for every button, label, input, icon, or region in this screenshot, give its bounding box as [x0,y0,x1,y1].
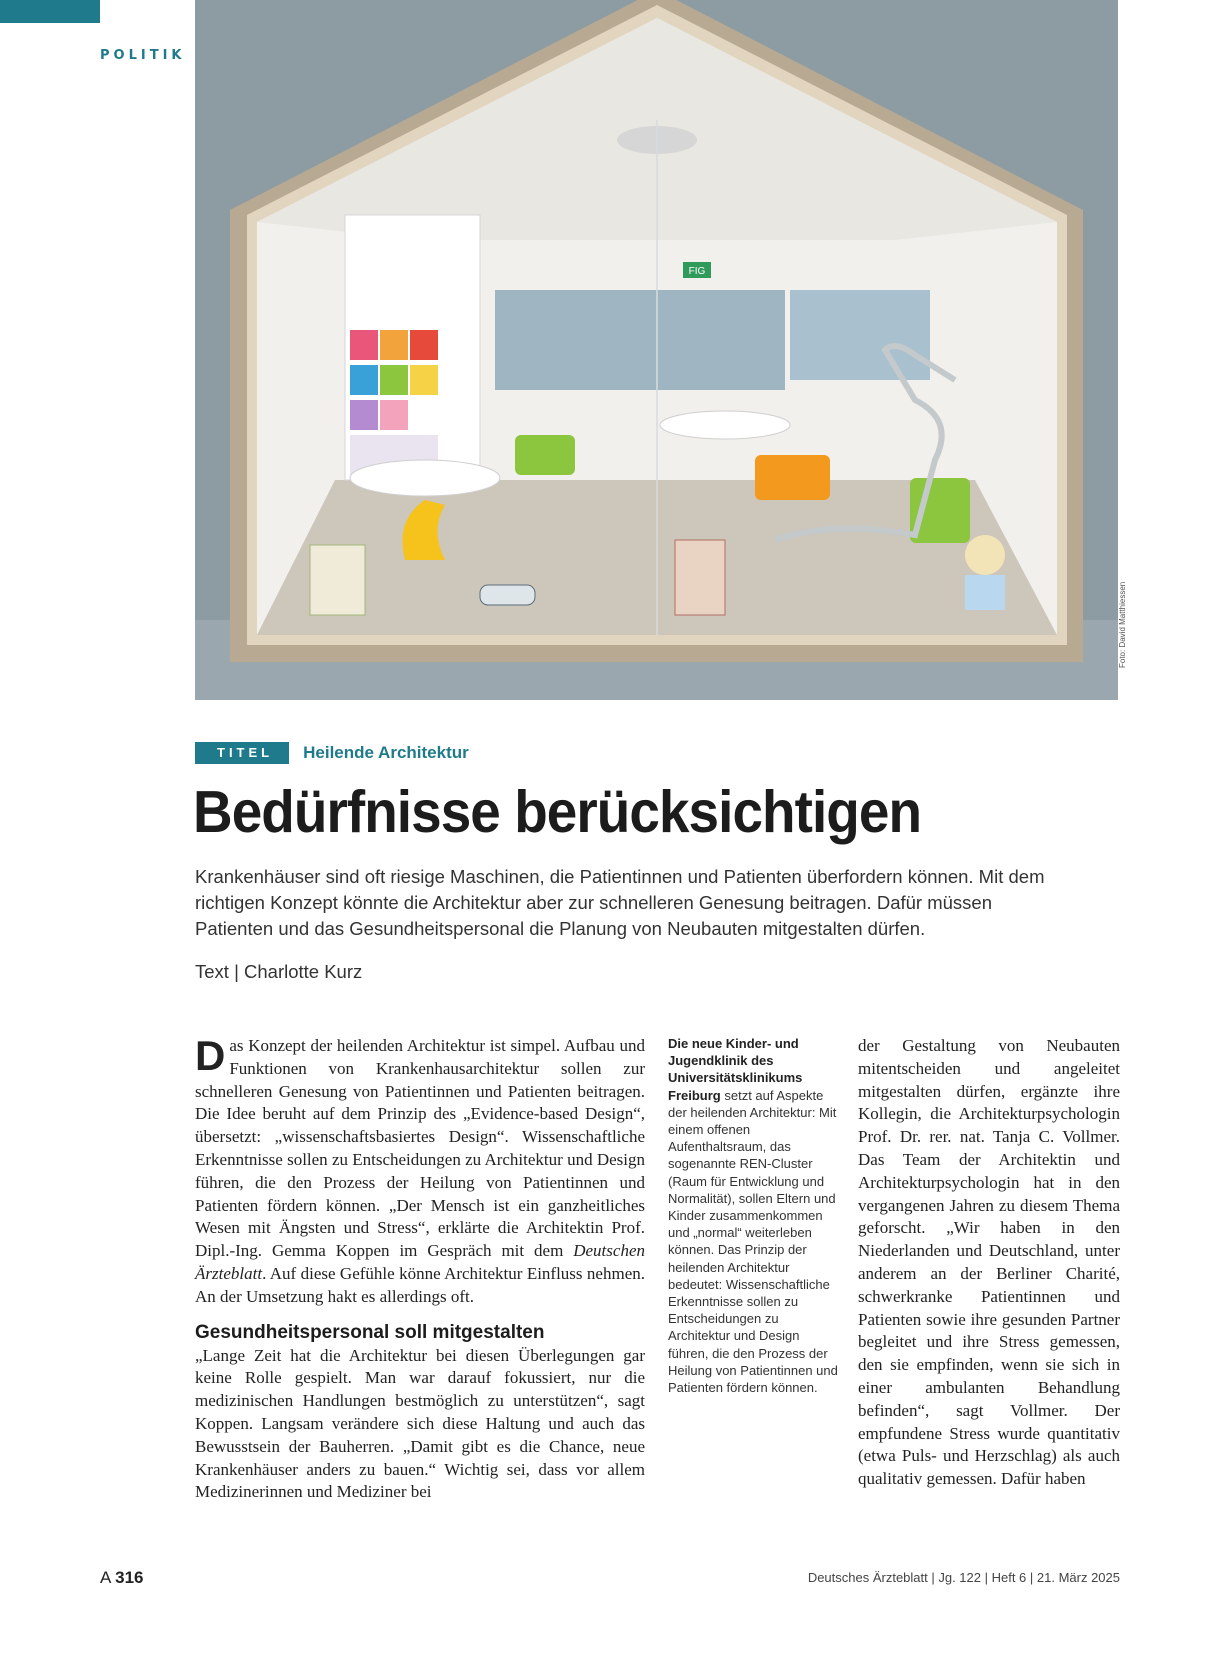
body-paragraph-1-end: . Auf diese Gefühle könne Architektur Einfluss nehmen. An der Umsetzung hakt es allerdings oft. [195,1263,645,1306]
body-paragraph-1-text: as Konzept der heilenden Architektur ist simpel. Aufbau und Funktionen von Krankenhausarchitektur sollen zur schnelleren Genesung von Patientinnen und Patienten beitragen. Die Idee beruht auf dem Prinzip des „Evidence-based Design“, übersetzt: „wissenschaftsbasiertes Design“. Wissenschaftliche Erkenntnisse sollen zu Entscheidungen zu Architektur und Design führen, die den Prozess der Heilung von Patientinnen und Patienten fördern können. „Der Mensch ist ein ganzheitliches Wesen mit Ängsten und Stress“, erklärte die Architektin Prof. Dipl.-Ing. Gemma Koppen im Gespräch mit dem [195,1036,645,1261]
body-column-1 [195,1032,645,1504]
body-paragraph-3: der Gestaltung von Neubauten mitentscheiden und angeleitet mitgestalten dürfen, ergänzte ihre Kollegin, die Architekturpsychologin Prof. Dr. rer. nat. Tanja C. Vollmer. Das Team der Architektin und Architekturpsychologin hat in den vergangenen Jahren zu diesem Thema geforscht. „Wir haben in den Niederlanden und Deutschland, unter anderem an der Berliner Charité, schwerkranke Patientinnen und Patienten sowie ihre gesunden Partner begleitet und ihre Stress gemessen, den sie empfinden, wenn sie sich in einer ambulanten Behandlung befinden“, sagt Vollmer. Der empfundene Stress wurde quantitativ (etwa Puls- und Herzschlag) als auch qualitativ gemessen. Dafür haben [858,1036,1120,1489]
article-photo [195,0,1118,700]
photo-caption [668,1035,838,1396]
caption-bold: Die neue Kinder- und Jugendklinik des Universitätsklinikums Freiburg [668,1036,803,1103]
exit-sign-text: FIG [688,266,706,277]
subheading: Gesundheitspersonal soll mitgestalten [195,1321,545,1343]
lead-paragraph: Krankenhäuser sind oft riesige Maschinen, die Patientinnen und Patienten überfordern können. Mit dem richtigen Konzept könnte die Architektur aber zur schnelleren Genesung beitragen. Dafür müssen Patienten und das Gesundheitspersonal die Planung von Neubauten mitgestalten dürfen. [195,866,1045,939]
journal-info: Deutsches Ärzteblatt | Jg. 122 | Heft 6 | 21. März 2025 [807,1570,1120,1585]
byline: Text | Charlotte Kurz [195,961,363,982]
caption-text: setzt auf Aspekte der heilenden Architektur: Mit einem offenen Aufenthaltsraum, das sogenannte REN-Cluster (Raum für Entwicklung und Normalität), sollen Eltern und Kinder zusammenkommen und „normal“ weiterleben können. Das Prinzip der heilenden Architektur bedeutet: Wissenschaftliche Erkenntnisse sollen zu Entscheidungen zu Architektur und Design führen, die den Prozess der Heilung von Patientinnen und Patienten fördern können. [668,1087,838,1396]
headline: Bedürfnisse berücksichtigen [193,779,922,845]
drop-cap: D [195,1032,226,1079]
kicker-label: TITEL [195,742,289,764]
page-number [100,1568,144,1588]
body-paragraph-2: „Lange Zeit hat die Architektur bei diesen Überlegungen gar keine Rolle gespielt. Man war darauf fokussiert, nur die medizinischen Handlungen bestmöglich zu unterstützen“, sagt Koppen. Langsam verändere sich diese Haltung und auch das Bewusstsein der Bauherren. „Damit gibt es die Chance, neue Krankenhäuser anders zu bauen.“ Wichtig sei, dass vor allem Medizinerinnen und Mediziner bei [195,1345,645,1502]
body-paragraph-1 [195,1032,645,1309]
publication-name: Deutschen Ärzteblatt [195,1241,645,1283]
section-label: POLITIK [100,48,186,63]
corner-accent-bar [0,0,100,23]
kicker [195,742,469,764]
photo-credit: Foto: David Matthiessen [1118,581,1127,668]
page-number-value: 316 [115,1568,144,1587]
kicker-topic: Heilende Architektur [303,743,469,762]
page-prefix: A [100,1568,116,1587]
body-column-3 [858,1035,1120,1491]
